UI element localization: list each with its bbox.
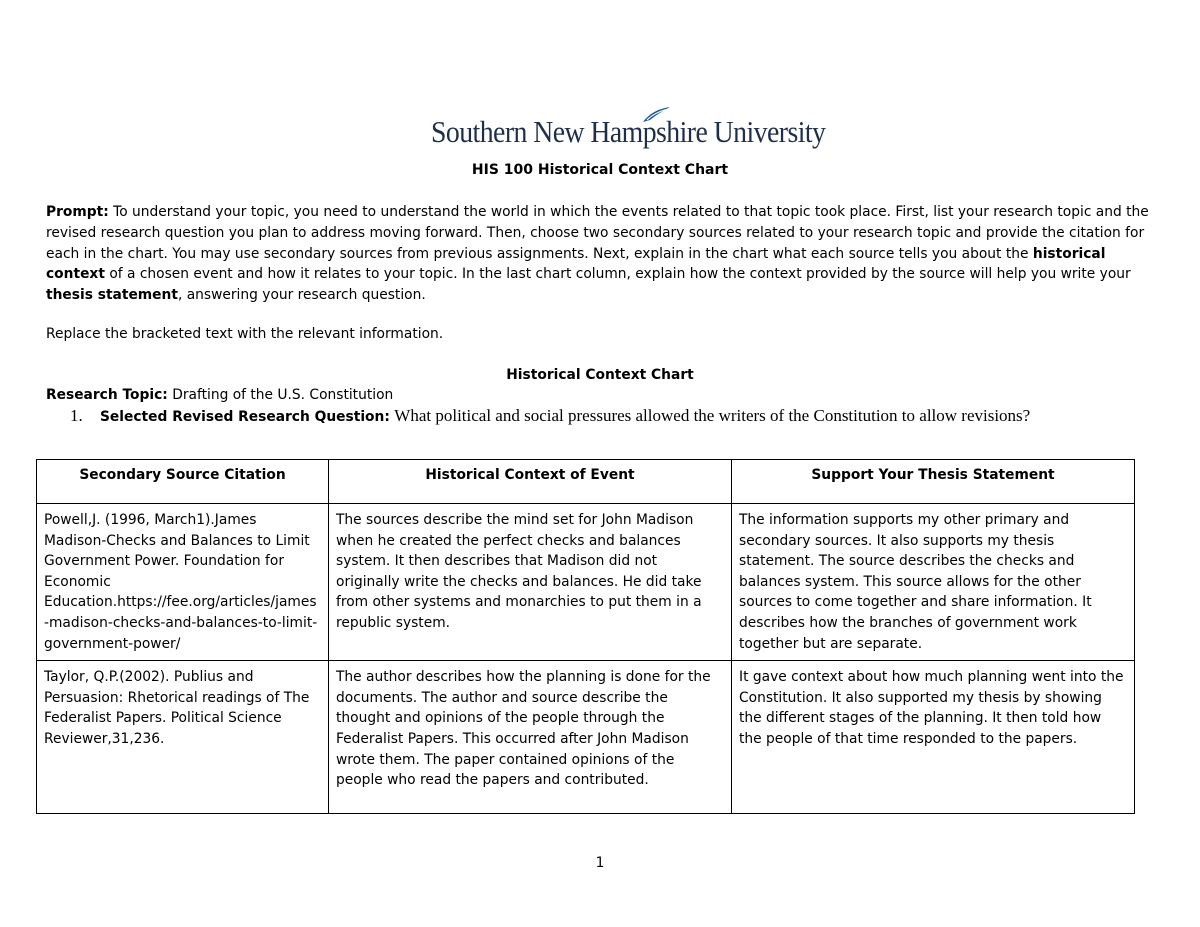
research-topic-value: Drafting of the U.S. Constitution — [167, 387, 394, 403]
cell-thesis-support: The information supports my other primary and secondary sources. It also supports my thesis statement. The source describes the checks and balances system. This source allows for the other sources to come together and share information. It describes how the branches of government work together but are separate. — [732, 504, 1135, 661]
chart-heading: Historical Context Chart — [506, 367, 694, 383]
page-number: 1 — [595, 855, 605, 871]
prompt-text-3: , answering your research question. — [177, 287, 426, 304]
prompt-paragraph — [46, 202, 1156, 306]
university-logo — [431, 106, 826, 152]
table-row — [37, 504, 1135, 661]
replace-instruction: Replace the bracketed text with the relevant information. — [46, 326, 444, 342]
cell-historical-context: The sources describe the mind set for John Madison when he created the perfect checks and balances system. It then describes that Madison did not originally write the checks and balances. He did take from other systems and monarchies to put them in a republic system. — [329, 504, 732, 661]
prompt-text-1: To understand your topic, you need to understand the world in which the events related to that topic took place. First, list your research topic and the revised research question you plan to address moving forward. Then, choose two secondary sources related to your research topic and provide the citation for each in the chart. You may use secondary sources from previous assignments. Next, explain in the chart what each source tells you about the — [46, 204, 1149, 262]
research-topic — [46, 387, 393, 403]
prompt-text-2: of a chosen event and how it relates to your topic. In the last chart column, explain how the context provided by the source will help you write your — [104, 266, 1131, 283]
cell-thesis-support: It gave context about how much planning went into the Constitution. It also supported my thesis by showing the different stages of the planning. It then told how the people of that time responded to the papers. — [732, 661, 1135, 814]
question-value: What political and social pressures allowed the writers of the Constitution to allow revisions? — [394, 406, 1031, 425]
cell-source-citation: Taylor, Q.P.(2002). Publius and Persuasion: Rhetorical readings of The Federalist Papers. Political Science Reviewer,31,236. — [37, 661, 329, 814]
historical-context-table — [36, 459, 1135, 814]
table-header-row — [37, 460, 1135, 504]
document-title: HIS 100 Historical Context Chart — [471, 162, 729, 178]
research-topic-label: Research Topic: — [46, 387, 168, 403]
header-historical-context: Historical Context of Event — [329, 460, 732, 504]
research-question — [70, 406, 1030, 426]
prompt-bold-thesis-statement: thesis statement — [46, 287, 178, 304]
prompt-label: Prompt: — [46, 204, 109, 220]
prompt-bold-historical-context: historical context — [46, 245, 1106, 283]
table-row — [37, 661, 1135, 814]
cell-historical-context: The author describes how the planning is done for the documents. The author and source describe the thought and opinions of the people through the Federalist Papers. This occurred after John Madison wrote them. The paper contained opinions of the people who read the papers and contributed. — [329, 661, 732, 814]
header-thesis-support: Support Your Thesis Statement — [732, 460, 1135, 504]
cell-source-citation: Powell,J. (1996, March1).James Madison-Checks and Balances to Limit Government Power. Foundation for Economic Education.https://fee.org/articles/james-madison-checks-and-balances-to-limit-government-power/ — [37, 504, 329, 661]
logo-wordmark: Southern New Hampshire University — [431, 115, 826, 149]
quill-icon — [641, 106, 671, 124]
question-number: 1. — [70, 406, 83, 425]
question-label: Selected Revised Research Question: — [100, 409, 390, 425]
header-source-citation: Secondary Source Citation — [37, 460, 329, 504]
